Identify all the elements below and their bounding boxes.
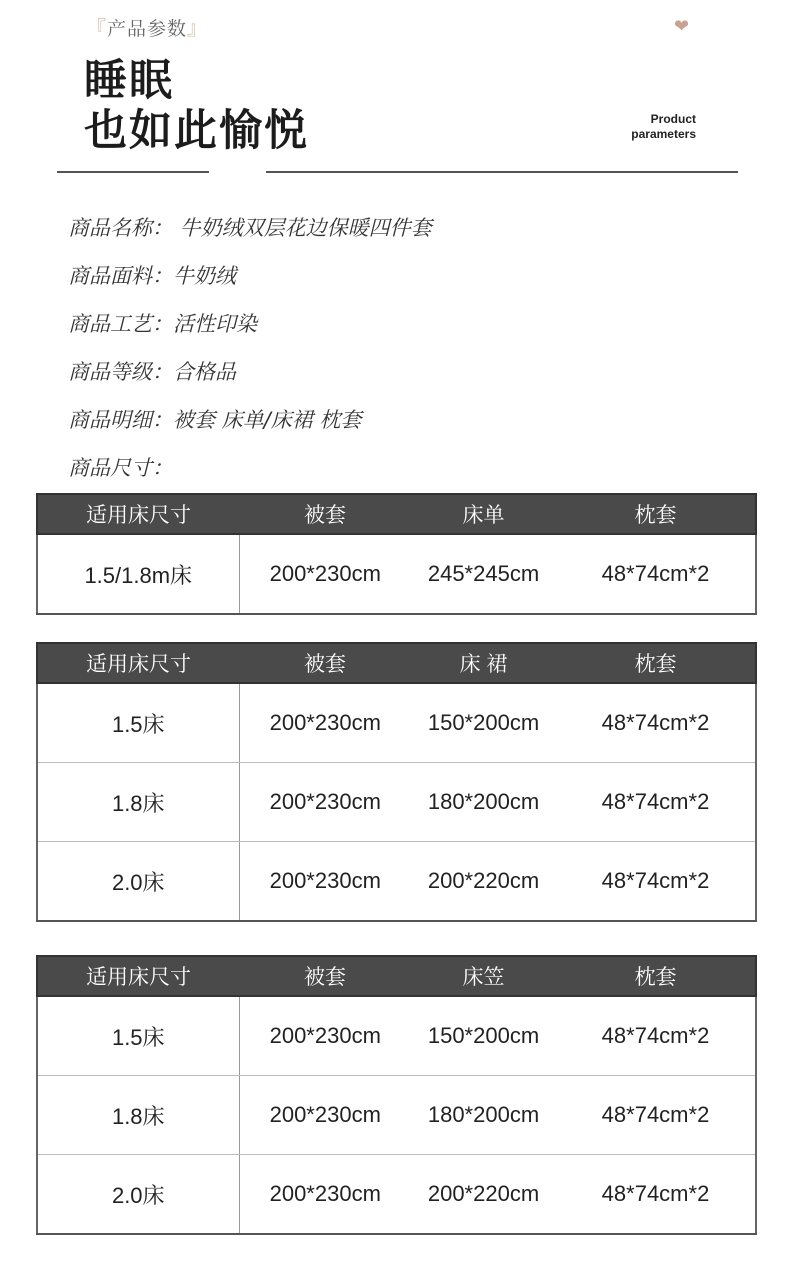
header-fitted-sheet: 床笠 — [411, 956, 556, 996]
table-row — [37, 683, 756, 763]
cell-duvet-cover: 200*230cm — [239, 1155, 411, 1235]
cell-bed-skirt: 180*200cm — [411, 763, 556, 842]
divider-right — [266, 171, 738, 173]
cell-bed-size: 1.8床 — [37, 1076, 239, 1155]
header-pillowcase: 枕套 — [556, 494, 756, 534]
cell-duvet-cover: 200*230cm — [239, 534, 411, 614]
table-header-row — [37, 643, 756, 683]
header-bed-size: 适用床尺寸 — [37, 494, 239, 534]
table-row — [37, 763, 756, 842]
table-row — [37, 1155, 756, 1235]
product-info-list — [68, 208, 432, 496]
cell-pillowcase: 48*74cm*2 — [556, 1076, 756, 1155]
cell-bed-skirt: 150*200cm — [411, 683, 556, 763]
cell-pillowcase: 48*74cm*2 — [556, 683, 756, 763]
product-label-line-2: parameters — [631, 127, 696, 141]
header-duvet-cover: 被套 — [239, 643, 411, 683]
cell-bed-size: 1.5床 — [37, 683, 239, 763]
cell-duvet-cover: 200*230cm — [239, 1076, 411, 1155]
header-duvet-cover: 被套 — [239, 956, 411, 996]
cell-bed-size: 2.0床 — [37, 1155, 239, 1235]
cell-pillowcase: 48*74cm*2 — [556, 996, 756, 1076]
tag-label: 产品参数 — [107, 18, 188, 40]
size-table-2 — [36, 642, 757, 922]
heart-icon: ❤ — [674, 16, 690, 37]
cell-bed-size: 1.5床 — [37, 996, 239, 1076]
product-parameters-label — [612, 112, 696, 142]
size-table-1 — [36, 493, 757, 615]
section-tag — [86, 12, 208, 41]
cell-bed-skirt: 200*220cm — [411, 842, 556, 922]
table-row — [37, 996, 756, 1076]
header-bed-skirt: 床 裙 — [411, 643, 556, 683]
cell-bed-size: 1.8床 — [37, 763, 239, 842]
cell-fitted-sheet: 200*220cm — [411, 1155, 556, 1235]
cell-bed-size: 1.5/1.8m床 — [37, 534, 239, 614]
cell-bed-sheet: 245*245cm — [411, 534, 556, 614]
cell-pillowcase: 48*74cm*2 — [556, 842, 756, 922]
table-header-row — [37, 956, 756, 996]
cell-fitted-sheet: 150*200cm — [411, 996, 556, 1076]
header-bed-size: 适用床尺寸 — [37, 956, 239, 996]
cell-duvet-cover: 200*230cm — [239, 763, 411, 842]
header-pillowcase: 枕套 — [556, 643, 756, 683]
cell-pillowcase: 48*74cm*2 — [556, 763, 756, 842]
cell-fitted-sheet: 180*200cm — [411, 1076, 556, 1155]
page-title — [84, 56, 309, 156]
header-bed-size: 适用床尺寸 — [37, 643, 239, 683]
info-details: 商品明细：被套 床单/床裙 枕套 — [68, 408, 362, 432]
divider-left — [57, 171, 209, 173]
table-row — [37, 842, 756, 922]
table-row — [37, 534, 756, 614]
header-pillowcase: 枕套 — [556, 956, 756, 996]
title-line-2: 也如此愉悦 — [84, 106, 309, 156]
size-table-3 — [36, 955, 757, 1235]
info-grade: 商品等级：合格品 — [68, 360, 236, 384]
info-fabric: 商品面料：牛奶绒 — [68, 264, 236, 288]
product-label-line-1: Product — [650, 112, 696, 126]
table-header-row — [37, 494, 756, 534]
info-size: 商品尺寸： — [68, 456, 173, 480]
cell-bed-size: 2.0床 — [37, 842, 239, 922]
header-duvet-cover: 被套 — [239, 494, 411, 534]
title-line-1: 睡眠 — [84, 56, 174, 106]
cell-pillowcase: 48*74cm*2 — [556, 534, 756, 614]
cell-duvet-cover: 200*230cm — [239, 683, 411, 763]
tag-bracket-close: 』 — [187, 16, 209, 40]
cell-duvet-cover: 200*230cm — [239, 842, 411, 922]
cell-duvet-cover: 200*230cm — [239, 996, 411, 1076]
info-name: 商品名称： 牛奶绒双层花边保暖四件套 — [68, 216, 432, 240]
table-row — [37, 1076, 756, 1155]
info-process: 商品工艺：活性印染 — [68, 312, 257, 336]
tag-bracket-open: 『 — [86, 16, 107, 40]
header-bed-sheet: 床单 — [411, 494, 556, 534]
cell-pillowcase: 48*74cm*2 — [556, 1155, 756, 1235]
